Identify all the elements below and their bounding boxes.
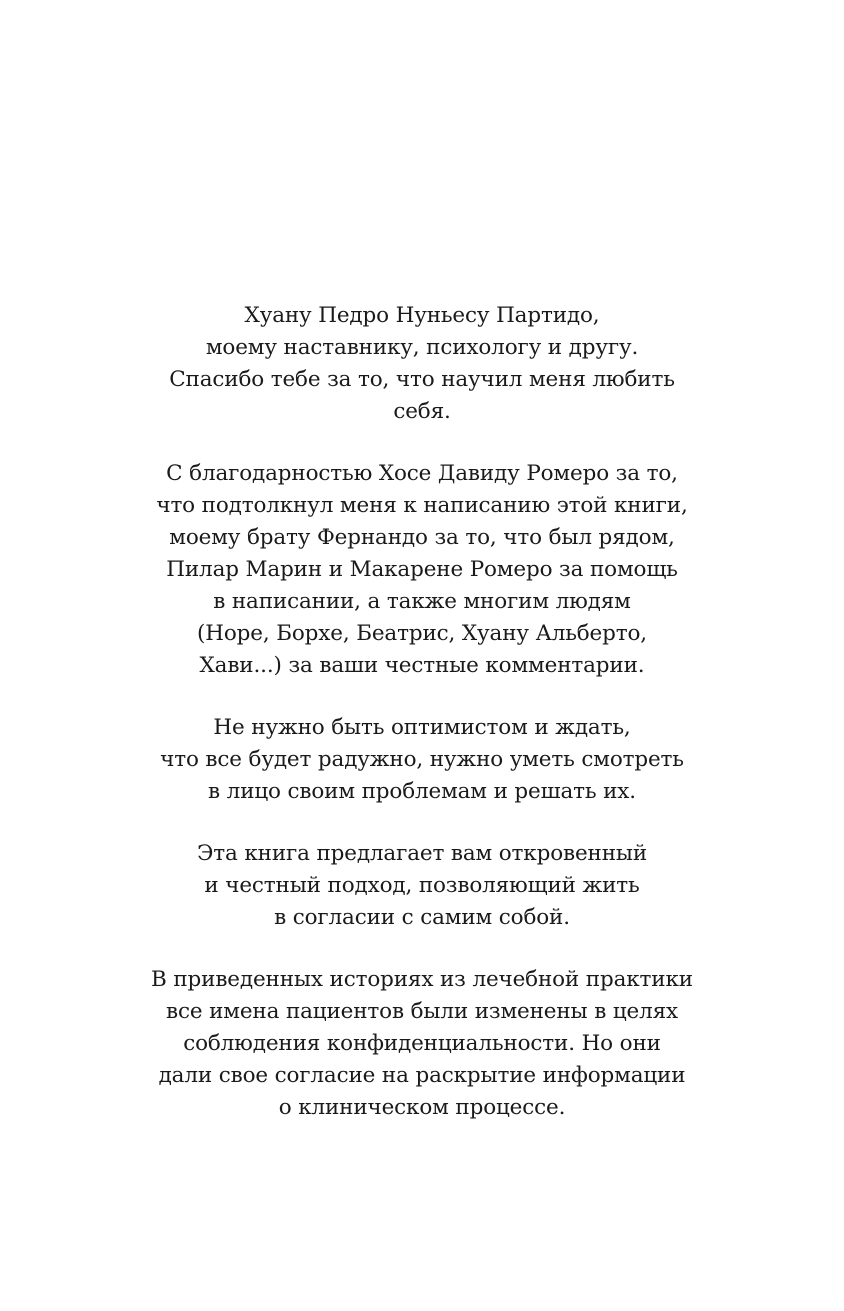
acknowledgements-paragraph (100, 458, 744, 682)
motto-line: что все будет радужно, нужно уметь смотреть (160, 747, 684, 772)
acknowledgements-line: (Норе, Борхе, Беатрис, Хуану Альберто, (197, 621, 647, 646)
dedication-line: себя. (393, 399, 451, 424)
dedication-line: Спасибо тебе за то, что научил меня любить (169, 367, 675, 392)
book-intro-paragraph (100, 838, 744, 934)
motto-paragraph (100, 712, 744, 808)
dedication-paragraph (100, 300, 744, 428)
acknowledgements-line: в написании, а также многим людям (213, 589, 631, 614)
dedication-line: Хуану Педро Нуньесу Партидо, (244, 303, 600, 328)
paragraph-gap (100, 808, 744, 838)
motto-line: в лицо своим проблемам и решать их. (208, 779, 636, 804)
book-intro-line: и честный подход, позволяющий жить (204, 873, 640, 898)
acknowledgements-line: Хави...) за ваши честные комментарии. (199, 653, 645, 678)
acknowledgements-line: С благодарностью Хосе Давиду Ромеро за то, (166, 461, 678, 486)
privacy-note-line: дали свое согласие на раскрытие информации (158, 1063, 686, 1088)
privacy-note-line: соблюдения конфиденциальности. Но они (183, 1031, 661, 1056)
privacy-note-line: все имена пациентов были изменены в целях (166, 999, 678, 1024)
paragraph-gap (100, 428, 744, 458)
acknowledgements-line: Пилар Марин и Макарене Ромеро за помощь (166, 557, 678, 582)
acknowledgements-line: что подтолкнул меня к написанию этой книги, (156, 493, 688, 518)
motto-line: Не нужно быть оптимистом и ждать, (213, 715, 631, 740)
book-intro-line: Эта книга предлагает вам откровенный (196, 841, 648, 866)
paragraph-gap (100, 934, 744, 964)
paragraph-gap (100, 682, 744, 712)
acknowledgements-line: моему брату Фернандо за то, что был рядом, (169, 525, 675, 550)
privacy-note-line: о клиническом процессе. (278, 1095, 566, 1120)
book-intro-line: в согласии с самим собой. (274, 905, 570, 930)
dedication-line: моему наставнику, психологу и другу. (205, 335, 639, 360)
privacy-note-line: В приведенных историях из лечебной практики (151, 967, 693, 992)
page-text (100, 300, 744, 1124)
privacy-note-paragraph (100, 964, 744, 1124)
